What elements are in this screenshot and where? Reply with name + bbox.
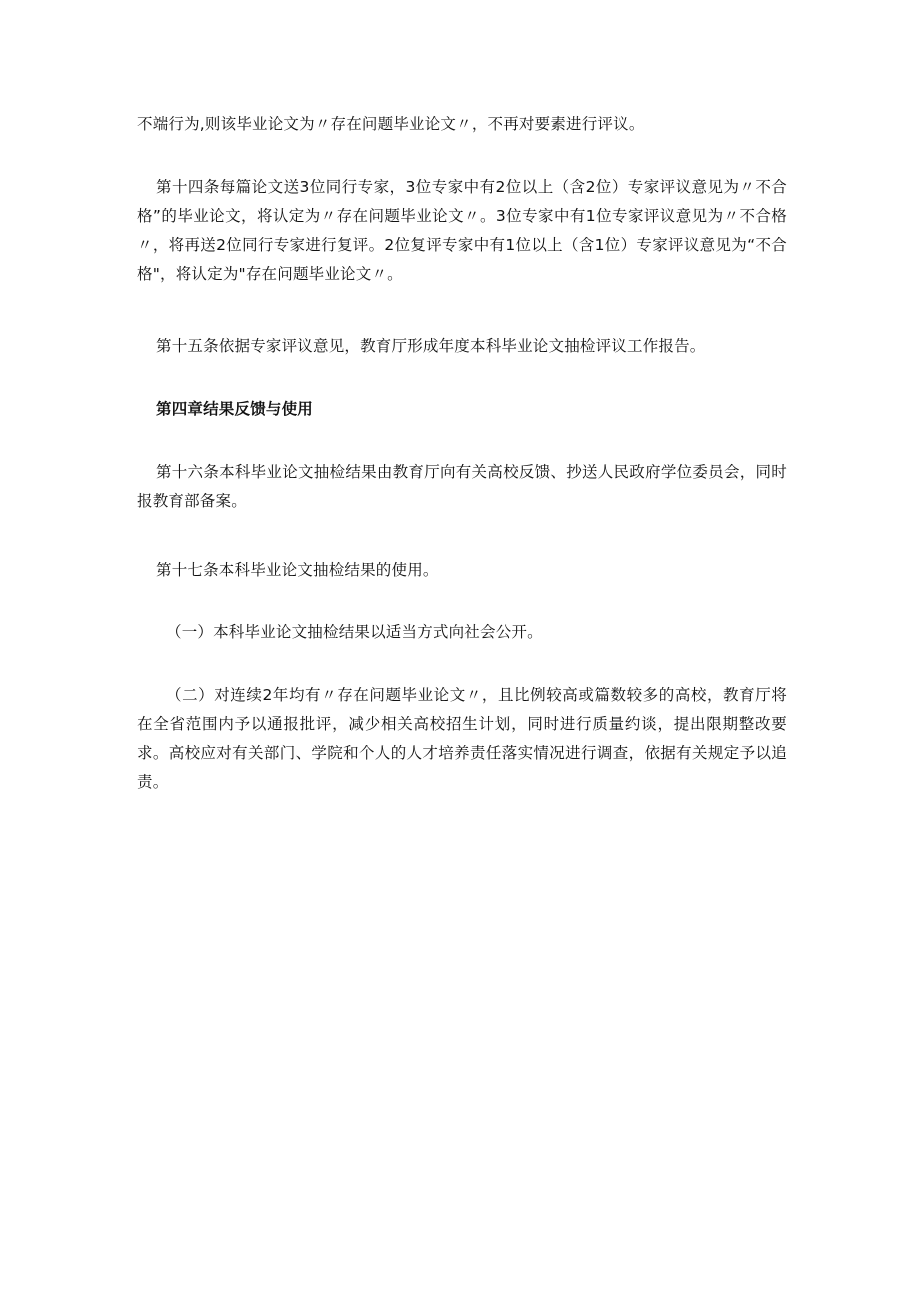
paragraph-misconduct-continuation: 不端行为,则该毕业论文为〃存在问题毕业论文〃，不再对要素进行评议。 <box>137 115 645 133</box>
paragraph-article-17: 第十七条本科毕业论文抽检结果的使用。 <box>156 561 439 579</box>
paragraph-item-1: （一）本科毕业论文抽检结果以适当方式向社会公开。 <box>166 623 543 641</box>
paragraph-article-15: 第十五条依据专家评议意见，教育厅形成年度本科毕业论文抽检评议工作报告。 <box>156 337 706 355</box>
paragraph-article-16: 第十六条本科毕业论文抽检结果由教育厅向有关高校反馈、抄送人民政府学位委员会，同时报教育部备案。 <box>137 463 787 510</box>
paragraph-item-2: （二）对连续2年均有〃存在问题毕业论文〃，且比例较高或篇数较多的高校，教育厅将在全省范围内予以通报批评，减少相关高校招生计划，同时进行质量约谈，提出限期整改要求。高校应对有关部门、学院和个人的人才培养责任落实情况进行调查，依据有关规定予以追责。 <box>137 686 787 791</box>
paragraph-article-14: 第十四条每篇论文送3位同行专家，3位专家中有2位以上（含2位）专家评议意见为〃不合格”的毕业论文，将认定为〃存在问题毕业论文〃。3位专家中有1位专家评议意见为〃不合格〃，将再送2位同行专家进行复评。2位复评专家中有1位以上（含1位）专家评议意见为“不合格"，将认定为"存在问题毕业论文〃。 <box>137 178 787 283</box>
chapter-4-heading: 第四章结果反馈与使用 <box>156 400 314 418</box>
